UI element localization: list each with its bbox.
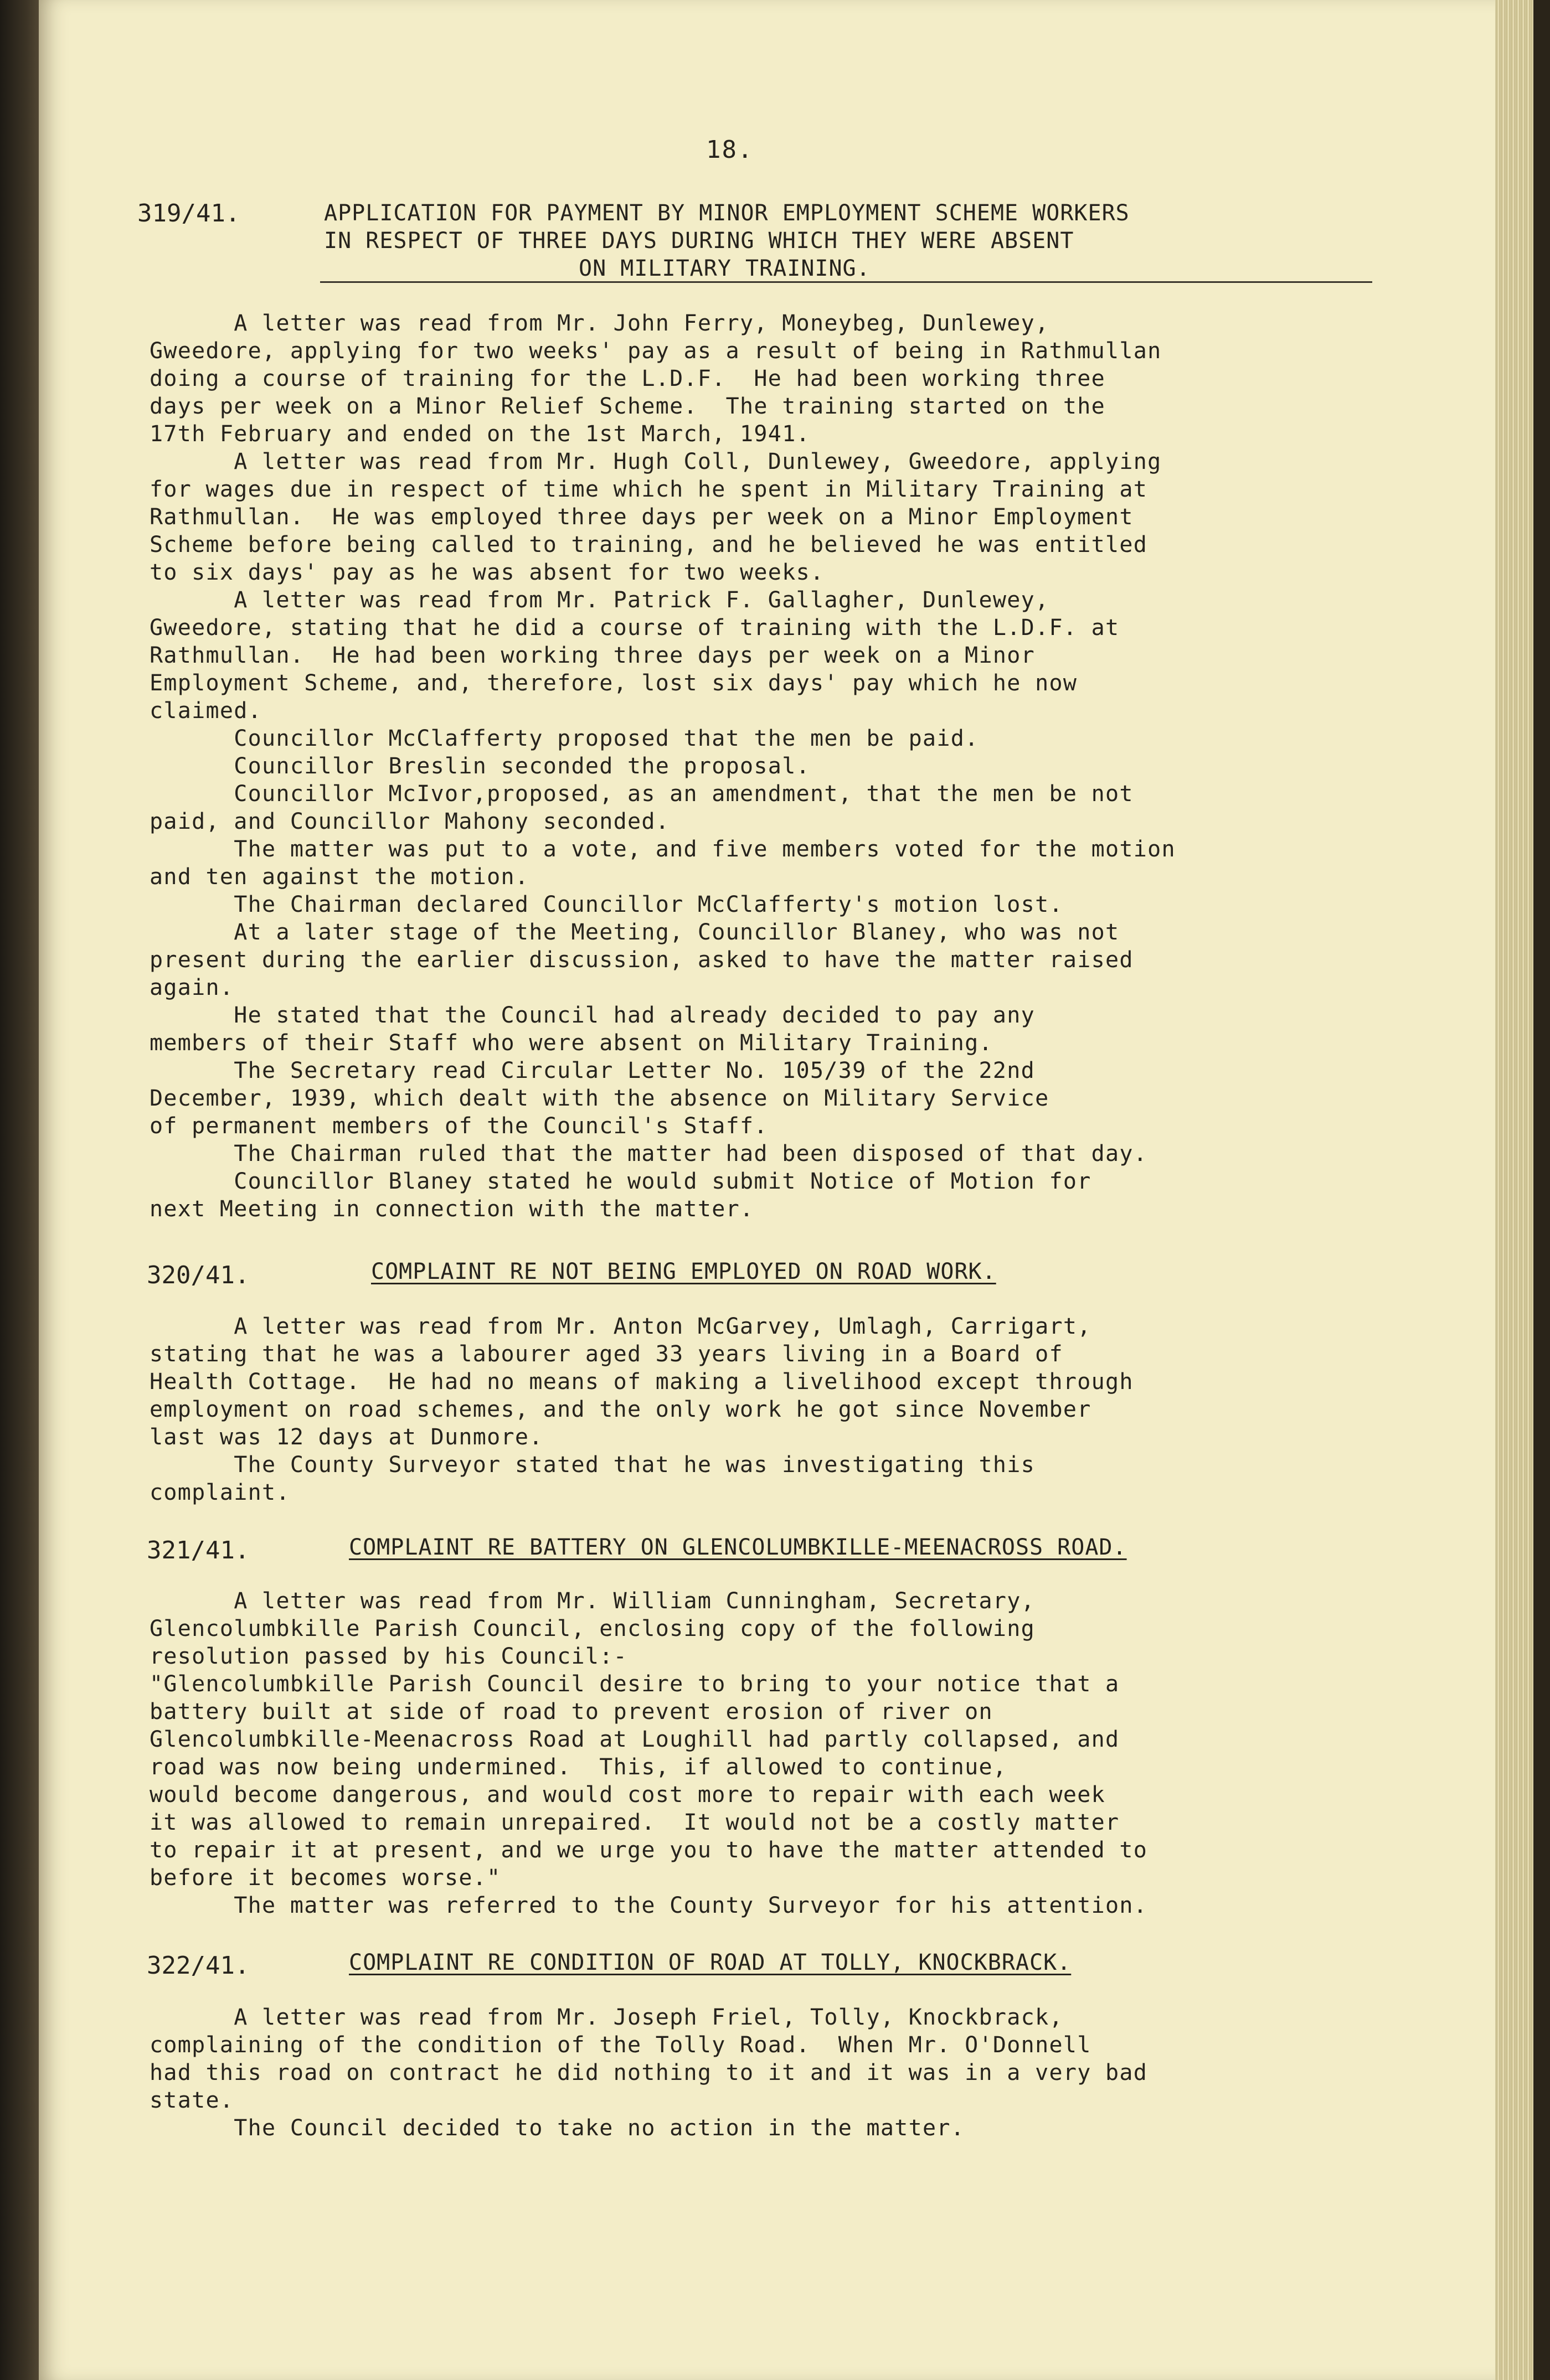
text-line: battery built at side of road to prevent erosion of river on: [150, 1699, 993, 1725]
text-line: had this road on contract he did nothing to it and it was in a very bad: [150, 2060, 1148, 2085]
text-line: The matter was referred to the County Surveyor for his attention.: [150, 1893, 1148, 1918]
book-binding: [0, 0, 43, 2380]
text-line: A letter was read from Mr. William Cunningham, Secretary,: [150, 1588, 1036, 1614]
text-line: A letter was read from Mr. Patrick F. Gallagher, Dunlewey,: [150, 587, 1049, 613]
text-line: A letter was read from Mr. Hugh Coll, Dunlewey, Gweedore, applying: [150, 449, 1162, 474]
text-line: The Chairman declared Councillor McClafferty's motion lost.: [150, 892, 1063, 917]
text-line: next Meeting in connection with the matter.: [150, 1196, 754, 1222]
text-line: December, 1939, which dealt with the absence on Military Service: [150, 1086, 1049, 1111]
text-line: The Council decided to take no action in the matter.: [150, 2115, 965, 2141]
text-line: Employment Scheme, and, therefore, lost six days' pay which he now: [150, 670, 1078, 696]
minute-number: 319/41.: [137, 199, 240, 228]
text-line: Councillor McClafferty proposed that the men be paid.: [150, 726, 979, 751]
text-line: Gweedore, applying for two weeks' pay as a result of being in Rathmullan: [150, 338, 1162, 364]
minute-heading: COMPLAINT RE NOT BEING EMPLOYED ON ROAD WORK.: [371, 1259, 996, 1284]
text-line: doing a course of training for the L.D.F. He had been working three: [150, 366, 1105, 391]
text-line: Scheme before being called to training, and he believed he was entitled: [150, 532, 1148, 557]
text-line: paid, and Councillor Mahony seconded.: [150, 809, 670, 834]
text-line: A letter was read from Mr. Joseph Friel, Tolly, Knockbrack,: [150, 2005, 1063, 2030]
text-line: and ten against the motion.: [150, 864, 529, 890]
text-line: He stated that the Council had already decided to pay any: [150, 1003, 1036, 1028]
minute-heading: [324, 199, 1130, 282]
text-line: The Secretary read Circular Letter No. 105/39 of the 22nd: [150, 1058, 1036, 1083]
text-line: Councillor Blaney stated he would submit Notice of Motion for: [150, 1169, 1091, 1194]
text-line: The County Surveyor stated that he was investigating this: [150, 1452, 1036, 1478]
document-page: [39, 0, 1495, 2380]
text-line: complaining of the condition of the Tolly Road. When Mr. O'Donnell: [150, 2032, 1091, 2058]
text-line: A letter was read from Mr. Anton McGarvey, Umlagh, Carrigart,: [150, 1314, 1091, 1339]
minute-heading: COMPLAINT RE BATTERY ON GLENCOLUMBKILLE-MEENACROSS ROAD.: [349, 1535, 1127, 1560]
text-line: Health Cottage. He had no means of making a livelihood except through: [150, 1369, 1134, 1395]
text-line: Gweedore, stating that he did a course of training with the L.D.F. at: [150, 615, 1120, 641]
heading-rule: [320, 281, 1372, 283]
text-line: complaint.: [150, 1480, 290, 1505]
minute-heading: COMPLAINT RE CONDITION OF ROAD AT TOLLY, KNOCKBRACK.: [349, 1950, 1072, 1975]
text-line: for wages due in respect of time which he spent in Military Training at: [150, 477, 1148, 502]
text-line: to repair it at present, and we urge you to have the matter attended to: [150, 1837, 1148, 1863]
text-line: present during the earlier discussion, asked to have the matter raised: [150, 947, 1134, 973]
heading-line: ON MILITARY TRAINING.: [579, 256, 871, 281]
text-line: Glencolumbkille-Meenacross Road at Loughill had partly collapsed, and: [150, 1727, 1120, 1752]
minute-number: 320/41.: [147, 1261, 250, 1289]
page-number: 18.: [706, 136, 754, 164]
text-line: road was now being undermined. This, if allowed to continue,: [150, 1754, 1007, 1780]
text-line: Glencolumbkille Parish Council, enclosing copy of the following: [150, 1616, 1036, 1641]
text-line: 17th February and ended on the 1st March, 1941.: [150, 421, 810, 447]
text-line: The Chairman ruled that the matter had been disposed of that day.: [150, 1141, 1148, 1166]
text-line: Rathmullan. He was employed three days per week on a Minor Employment: [150, 504, 1134, 530]
minute-number: 322/41.: [147, 1952, 250, 1980]
text-line: The matter was put to a vote, and five members voted for the motion: [150, 837, 1176, 862]
text-line: Councillor Breslin seconded the proposal.: [150, 753, 810, 779]
text-line: before it becomes worse.": [150, 1865, 501, 1891]
text-line: of permanent members of the Council's Staff.: [150, 1113, 768, 1139]
text-line: to six days' pay as he was absent for two weeks.: [150, 560, 825, 585]
text-line: would become dangerous, and would cost more to repair with each week: [150, 1782, 1105, 1808]
page-text: [39, 0, 1495, 2380]
text-line: A letter was read from Mr. John Ferry, Moneybeg, Dunlewey,: [150, 311, 1049, 336]
heading-line: IN RESPECT OF THREE DAYS DURING WHICH THEY WERE ABSENT: [324, 228, 1074, 254]
text-line: stating that he was a labourer aged 33 years living in a Board of: [150, 1341, 1063, 1367]
text-line: Councillor McIvor,proposed, as an amendment, that the men be not: [150, 781, 1134, 807]
text-line: days per week on a Minor Relief Scheme. The training started on the: [150, 394, 1105, 419]
text-line: again.: [150, 975, 234, 1000]
text-line: "Glencolumbkille Parish Council desire to bring to your notice that a: [150, 1671, 1120, 1697]
text-line: resolution passed by his Council:-: [150, 1644, 627, 1669]
text-line: members of their Staff who were absent on Military Training.: [150, 1030, 993, 1056]
text-line: state.: [150, 2088, 234, 2113]
text-line: At a later stage of the Meeting, Councillor Blaney, who was not: [150, 920, 1120, 945]
heading-line: APPLICATION FOR PAYMENT BY MINOR EMPLOYMENT SCHEME WORKERS: [324, 200, 1130, 226]
text-line: claimed.: [150, 698, 262, 724]
text-line: Rathmullan. He had been working three days per week on a Minor: [150, 643, 1036, 668]
text-line: it was allowed to remain unrepaired. It would not be a costly matter: [150, 1810, 1120, 1835]
text-line: employment on road schemes, and the only work he got since November: [150, 1397, 1091, 1422]
page-edge-stack: [1495, 0, 1550, 2380]
minute-number: 321/41.: [147, 1536, 250, 1565]
text-line: last was 12 days at Dunmore.: [150, 1424, 543, 1450]
